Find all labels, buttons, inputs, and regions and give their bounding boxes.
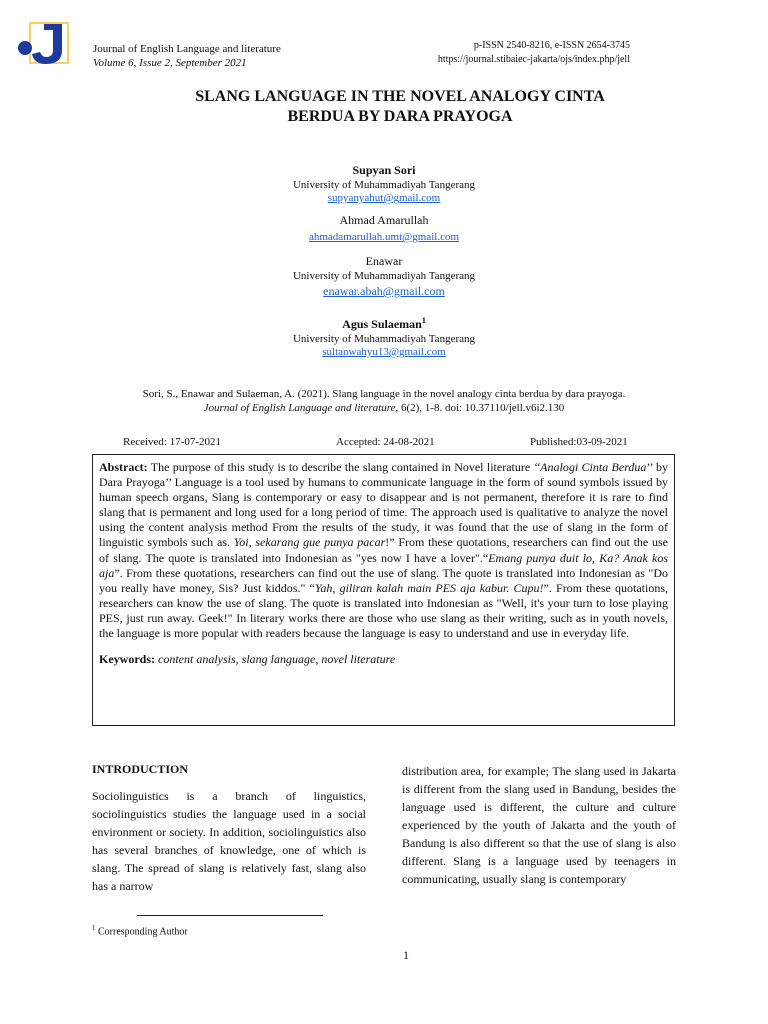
abstract-box <box>92 454 675 726</box>
citation <box>0 387 768 415</box>
page-number: 1 <box>403 948 409 962</box>
section-heading-introduction: INTRODUCTION <box>92 762 189 776</box>
keywords <box>99 652 668 667</box>
keywords-label: Keywords: <box>99 652 155 667</box>
author-4 <box>0 312 768 359</box>
author-affiliation: University of Muhammadiyah Tangerang <box>292 179 475 191</box>
paper-title <box>140 87 660 127</box>
title-line-1: SLANG LANGUAGE IN THE NOVEL ANALOGY CINTA <box>195 88 605 105</box>
author-affiliation: University of Muhammadiyah Tangerang <box>292 270 475 282</box>
accepted-date: Accepted: 24-08-2021 <box>336 436 435 448</box>
abstract-segment: ”. From these quotations, researchers can know the use of slang. The quote is translated into Indonesian as "Well, it's your turn to lose playing PES, just run away. Geek!" In literary works there are those who use slang as their writing, such as in youth novels, the language is more popular with readers because the language is easy to understand and use in everyday life. <box>99 580 668 641</box>
abstract-segment: !” From these quotations, researchers can find out the use of slang. The quote is translated into Indonesian as "yes now I have a lover".“ <box>99 535 669 565</box>
journal-issn: p-ISSN 2540-8216, e-ISSN 2654-3745 <box>473 40 630 51</box>
footnote-divider <box>137 915 323 916</box>
abstract-segment: The purpose of this study is to describe the slang contained in Novel literature <box>147 460 534 474</box>
citation-line-2 <box>0 401 768 415</box>
published-date: Published:03-09-2021 <box>530 436 628 448</box>
abstract-text <box>99 460 668 641</box>
author-2 <box>0 212 768 244</box>
journal-url[interactable]: https://journal.stibaiec-jakarta/ojs/index.php/jell <box>437 54 630 65</box>
author-email[interactable]: supyanyahut@gmail.com <box>327 192 441 204</box>
author-email[interactable]: enawar.abah@gmail.com <box>323 284 445 298</box>
title-line-2: BERDUA BY DARA PRAYOGA <box>287 108 513 125</box>
keywords-list: content analysis, slang language, novel literature <box>155 652 396 667</box>
received-date: Received: 17-07-2021 <box>123 436 222 448</box>
abstract-italic: Yoi, sekarang gue punya pacar <box>233 535 386 550</box>
abstract-label: Abstract: <box>99 460 148 474</box>
journal-name: Journal of English Language and literature <box>93 43 281 55</box>
author-name: Ahmad Amarullah <box>339 213 429 227</box>
abstract-italic: Emang punya duit lo, Ka? Anak kos aja <box>99 550 669 580</box>
abstract-segment: ”. From these quotations, researchers can find out the use of slang. The quote is translated into Indonesian as "Do you really have money, Sis? Just kiddos." “ <box>99 565 668 595</box>
author-name: Agus Sulaeman <box>342 317 422 331</box>
citation-journal: Journal of English Language and literature <box>203 402 396 414</box>
citation-details: , 6(2), 1-8. doi: 10.37110/jell.v6i2.130 <box>395 402 565 414</box>
journal-volume: Volume 6, Issue 2, September 2021 <box>93 57 247 69</box>
author-name-row <box>0 312 768 333</box>
body-left-column: Sociolinguistics is a branch of linguistics, sociolinguistics studies the language used in a social environment or society. In addition, sociolinguistics also has several branches of knowledge, one of which is slang. The spread of slang is relatively fast, slang also has a narrow <box>92 789 366 893</box>
author-email[interactable]: ahmadamarullah.umt@gmail.com <box>308 231 460 243</box>
journal-logo <box>12 20 70 66</box>
author-affiliation: University of Muhammadiyah Tangerang <box>292 333 475 345</box>
abstract-segment: ’’ by Dara Prayoga’’ Language is a tool used by humans to communicate language in the form of sound symbols issued by human speech organs, Slang is contemporary or easy to disappear and is not permanent, therefore it is rare to find slang that is permanent and long used for a long period of time. The approach used is qualitative to analyze the novel using the content analysis method From the results of the study, it was found that the use of slang in the form of linguistic symbols such as. <box>99 460 668 550</box>
abstract-italic: ‘‘Analogi Cinta Berdua <box>533 460 647 474</box>
footnote-mark: 1 <box>92 924 96 932</box>
author-1 <box>0 162 768 205</box>
footnote <box>92 924 188 937</box>
body-right-column: distribution area, for example; The slang used in Jakarta is different from the slang used in Bandung, besides the language used is different, the culture and culture experienced by the youth of Jakarta and the youth of Bandung is also different so that the use of slang is also different. Slang is a language used by teenagers in communicating, usually slang is contemporary <box>402 764 676 886</box>
author-name: Enawar <box>365 254 403 268</box>
author-footnote-mark: 1 <box>421 316 426 325</box>
logo-letter: J <box>12 20 13 21</box>
footnote-text: Corresponding Author <box>95 926 188 938</box>
citation-line-1: Sori, S., Enawar and Sulaeman, A. (2021). Slang language in the novel analogy cinta berdua by dara prayoga. <box>142 388 626 400</box>
author-3 <box>0 253 768 300</box>
author-name: Supyan Sori <box>352 163 416 177</box>
author-email[interactable]: sultanwahyu13@gmail.com <box>322 346 446 358</box>
abstract-italic: Yah, giliran kalah main PES aja kabur. Cupu! <box>314 580 544 595</box>
